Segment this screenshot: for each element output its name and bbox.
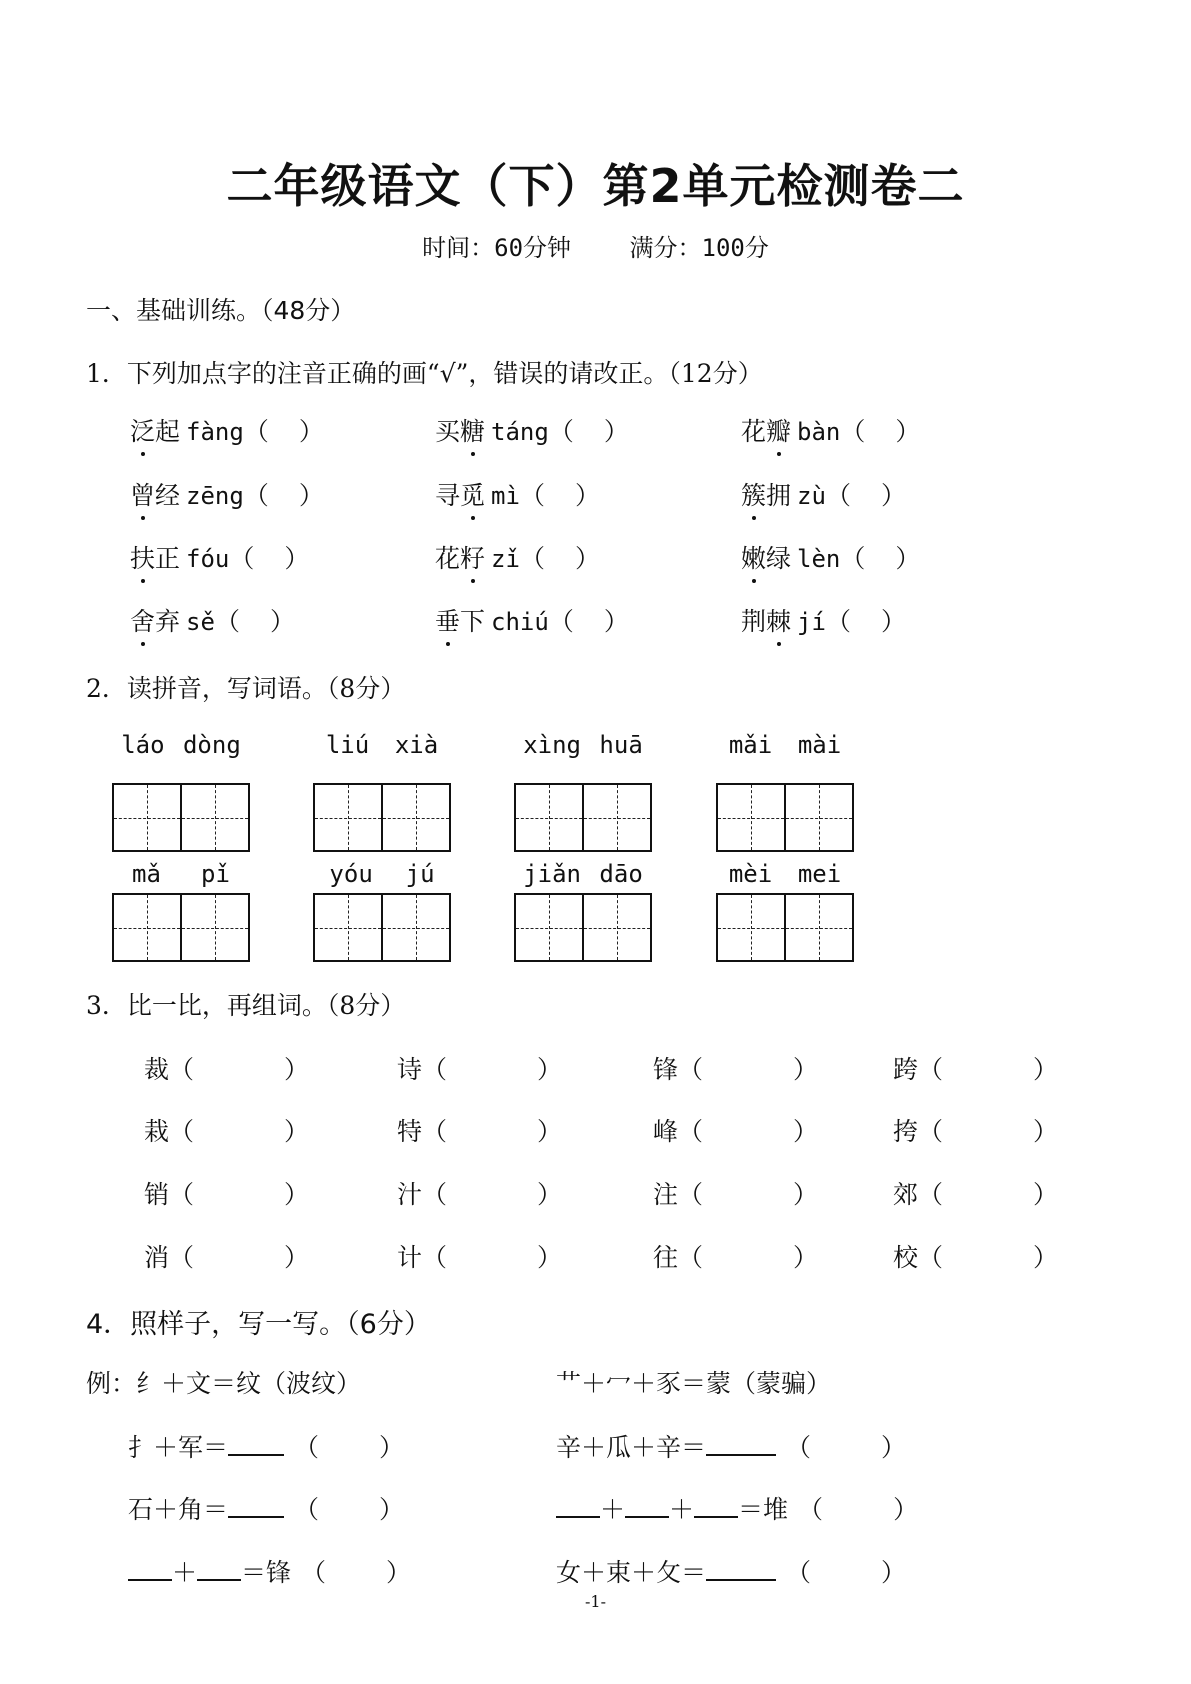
paren-close: ） [880, 607, 906, 636]
equation-text: 扌＋军＝ [128, 1433, 229, 1462]
paren-close: ） [793, 1117, 819, 1146]
answer-blank[interactable] [228, 1432, 284, 1456]
answer-blank[interactable] [197, 1557, 241, 1581]
paren-close: ） [269, 607, 295, 636]
paren-open: （ [519, 544, 545, 573]
pinyin-syllable: yóu [329, 860, 373, 888]
paren-close: ） [284, 544, 310, 573]
paren-close: ） [298, 417, 324, 446]
writing-grid[interactable] [716, 783, 854, 852]
pinyin-text: zǐ [491, 545, 520, 573]
paren-open: （ [422, 1055, 448, 1084]
paren-open: （ [548, 417, 574, 446]
page-title: 二年级语文（下）第2单元检测卷二 [226, 159, 965, 213]
pinyin-text: lèn [797, 545, 841, 573]
compare-item [893, 1238, 1058, 1274]
paren-open: （ [229, 544, 255, 573]
compare-char: 郊 [893, 1180, 919, 1209]
pinyin-item [130, 476, 324, 512]
pinyin-label [514, 860, 652, 888]
paren-close: ） [1033, 1055, 1059, 1084]
equation-text: ＝堆 [738, 1495, 789, 1524]
paren-open: （ [678, 1243, 704, 1272]
word-char: 拥 [766, 481, 792, 510]
word-char: 曾 [130, 476, 155, 512]
paren-open: （ [301, 1558, 327, 1587]
question-4-example-1 [86, 1364, 361, 1400]
word-char: 下 [460, 607, 486, 636]
exam-full-score: 满分：100分 [629, 234, 769, 262]
word-char: 糖 [460, 412, 485, 448]
writing-grid[interactable] [112, 783, 250, 852]
paren-open: （ [840, 544, 866, 573]
word-char: 花 [741, 417, 767, 446]
compose-row-right [556, 1490, 918, 1526]
paren-close: ） [379, 1495, 405, 1524]
compare-char: 校 [893, 1243, 919, 1272]
compose-row-left [128, 1553, 411, 1589]
writing-grid[interactable] [716, 893, 854, 962]
paren-close: ） [298, 481, 324, 510]
pinyin-label [313, 860, 451, 888]
paren-open: （ [918, 1117, 944, 1146]
compare-char: 挎 [893, 1117, 919, 1146]
paren-close: ） [893, 1495, 919, 1524]
pinyin-syllable: mǎi [728, 731, 773, 759]
paren-open: （ [678, 1117, 704, 1146]
paren-open: （ [294, 1495, 320, 1524]
compare-char: 跨 [893, 1055, 919, 1084]
grid-cell[interactable] [381, 895, 449, 960]
compare-item [397, 1238, 562, 1274]
pinyin-syllable: jiǎn [523, 860, 581, 888]
compare-char: 裁 [144, 1055, 170, 1084]
answer-blank[interactable] [128, 1557, 172, 1581]
compare-item [144, 1112, 309, 1148]
grid-cell[interactable] [180, 895, 248, 960]
paren-open: （ [422, 1243, 448, 1272]
word-char: 籽 [460, 539, 485, 575]
pinyin-text: fàng [186, 418, 244, 446]
paren-open: （ [548, 607, 574, 636]
question-4-prompt: 4．照样子，写一写。（6分） [86, 1309, 431, 1340]
page-number: -1- [585, 1592, 606, 1611]
word-char: 觅 [460, 476, 485, 512]
compare-char: 栽 [144, 1117, 170, 1146]
pinyin-item [435, 602, 629, 638]
paren-close: ） [537, 1180, 563, 1209]
compare-item [893, 1050, 1058, 1086]
compare-char: 峰 [653, 1117, 679, 1146]
pinyin-label [112, 731, 250, 759]
compare-item [397, 1175, 562, 1211]
compare-item [144, 1050, 309, 1086]
paren-open: （ [169, 1243, 195, 1272]
pinyin-item [435, 412, 629, 448]
paren-open: （ [169, 1180, 195, 1209]
answer-blank[interactable] [556, 1494, 600, 1518]
paren-open: （ [243, 481, 269, 510]
paren-open: （ [243, 417, 269, 446]
pinyin-text: mì [491, 482, 520, 510]
pinyin-syllable: dāo [599, 860, 643, 888]
plus-sign: ＋ [172, 1558, 198, 1587]
compare-char: 特 [397, 1117, 423, 1146]
exam-time: 时间：60分钟 [422, 234, 572, 262]
pinyin-syllable: mài [797, 731, 842, 759]
paren-close: ） [881, 1433, 907, 1462]
pinyin-text: fóu [186, 545, 230, 573]
answer-blank[interactable] [706, 1432, 776, 1456]
paren-close: ） [574, 481, 600, 510]
word-char: 簇 [741, 476, 766, 512]
pinyin-syllable: láo [121, 731, 165, 759]
paren-close: ） [895, 417, 921, 446]
compose-row-right [556, 1553, 906, 1589]
equation-text: 辛＋瓜＋辛＝ [556, 1433, 707, 1462]
pinyin-item [741, 476, 906, 512]
compare-item [653, 1175, 818, 1211]
writing-grid[interactable] [514, 783, 652, 852]
pinyin-item [130, 412, 324, 448]
word-char: 经 [155, 481, 181, 510]
paren-open: （ [678, 1055, 704, 1084]
word-char: 荆 [741, 607, 767, 636]
answer-blank[interactable] [625, 1494, 669, 1518]
grid-cell[interactable] [114, 895, 180, 960]
example-text: 纟＋文＝纹（波纹） [136, 1369, 362, 1398]
equation-text: ＝锋 [241, 1558, 292, 1587]
pinyin-text: sě [186, 608, 215, 636]
paren-open: （ [798, 1495, 824, 1524]
answer-blank[interactable] [694, 1494, 738, 1518]
paren-close: ） [603, 417, 629, 446]
compare-item [893, 1175, 1058, 1211]
word-char: 弃 [155, 607, 181, 636]
question-2-prompt: 2．读拼音，写词语。（8分） [86, 674, 406, 703]
pinyin-syllable: xià [394, 731, 439, 759]
pinyin-item [435, 539, 600, 575]
paren-close: ） [603, 607, 629, 636]
grid-cell[interactable] [315, 785, 381, 850]
pinyin-item [435, 476, 600, 512]
paren-close: ） [284, 1055, 310, 1084]
paren-close: ） [1033, 1180, 1059, 1209]
paren-open: （ [825, 607, 851, 636]
paren-open: （ [294, 1433, 320, 1462]
paren-close: ） [1033, 1243, 1059, 1272]
paren-close: ） [284, 1180, 310, 1209]
paren-open: （ [786, 1558, 812, 1587]
word-char: 寻 [435, 481, 461, 510]
compare-char: 消 [144, 1243, 170, 1272]
compare-char: 锋 [653, 1055, 679, 1084]
grid-cell[interactable] [582, 895, 650, 960]
pinyin-text: táng [491, 418, 549, 446]
paren-open: （ [678, 1180, 704, 1209]
question-4-example-2: 艹＋冖＋豕＝蒙（蒙骗） [556, 1369, 832, 1398]
paren-close: ） [793, 1055, 819, 1084]
pinyin-text: bàn [797, 418, 841, 446]
paren-close: ） [386, 1558, 412, 1587]
example-label: 例： [86, 1369, 137, 1398]
plus-sign: ＋ [669, 1495, 695, 1524]
pinyin-item [741, 539, 920, 575]
pinyin-item [741, 602, 906, 638]
word-char: 嫩 [741, 539, 766, 575]
paren-open: （ [918, 1180, 944, 1209]
equation-text: 石＋角＝ [128, 1495, 229, 1524]
compose-row-left [128, 1490, 404, 1526]
pinyin-label [313, 731, 451, 759]
plus-sign: ＋ [600, 1495, 626, 1524]
paren-close: ） [537, 1117, 563, 1146]
compare-item [397, 1050, 562, 1086]
pinyin-syllable: jú [405, 860, 435, 888]
pinyin-syllable: pǐ [201, 860, 230, 888]
grid-cell[interactable] [516, 895, 582, 960]
compare-item [397, 1112, 562, 1148]
compare-char: 诗 [397, 1055, 423, 1084]
writing-grid[interactable] [514, 893, 652, 962]
pinyin-label [514, 731, 652, 759]
pinyin-syllable: mei [797, 860, 842, 888]
paren-open: （ [786, 1433, 812, 1462]
pinyin-syllable: liú [325, 731, 370, 759]
paren-close: ） [379, 1433, 405, 1462]
word-char: 棘 [766, 602, 791, 638]
pinyin-item [130, 539, 309, 575]
grid-cell[interactable] [582, 785, 650, 850]
question-1-prompt: 1．下列加点字的注音正确的画“√”，错误的请改正。（12分） [86, 359, 763, 388]
grid-cell[interactable] [784, 785, 852, 850]
word-char: 垂 [435, 602, 460, 638]
word-char: 泛 [130, 412, 155, 448]
compare-item [653, 1050, 818, 1086]
paren-open: （ [825, 481, 851, 510]
paren-close: ） [793, 1243, 819, 1272]
paren-open: （ [169, 1055, 195, 1084]
paren-close: ） [895, 544, 921, 573]
writing-grid[interactable] [112, 893, 250, 962]
paren-close: ） [537, 1243, 563, 1272]
compose-row-right [556, 1428, 906, 1464]
word-char: 花 [435, 544, 461, 573]
pinyin-label [716, 731, 854, 759]
answer-blank[interactable] [228, 1494, 284, 1518]
paren-open: （ [918, 1243, 944, 1272]
pinyin-syllable: huā [599, 731, 643, 759]
grid-cell[interactable] [718, 895, 784, 960]
paren-open: （ [840, 417, 866, 446]
question-3-prompt: 3．比一比，再组词。（8分） [86, 991, 406, 1020]
grid-cell[interactable] [315, 895, 381, 960]
paren-close: ） [880, 481, 906, 510]
exam-info [0, 228, 1191, 263]
compare-char: 销 [144, 1180, 170, 1209]
paren-open: （ [214, 607, 240, 636]
pinyin-syllable: dòng [182, 731, 241, 759]
compare-item [893, 1112, 1058, 1148]
pinyin-text: zù [797, 482, 826, 510]
answer-blank[interactable] [706, 1557, 776, 1581]
section-heading: 一、基础训练。（48分） [86, 296, 356, 325]
compare-char: 往 [653, 1243, 679, 1272]
paren-close: ） [881, 1558, 907, 1587]
pinyin-item [130, 602, 295, 638]
pinyin-item [741, 412, 920, 448]
compare-char: 汁 [397, 1180, 423, 1209]
compare-item [653, 1238, 818, 1274]
paren-open: （ [169, 1117, 195, 1146]
writing-grid[interactable] [313, 783, 451, 852]
grid-cell[interactable] [718, 785, 784, 850]
pinyin-syllable: xìng [523, 731, 581, 759]
pinyin-text: zēng [186, 482, 244, 510]
compare-item [144, 1175, 309, 1211]
grid-cell[interactable] [180, 785, 248, 850]
pinyin-text: chiú [491, 608, 549, 636]
paren-close: ） [537, 1055, 563, 1084]
paren-close: ） [793, 1180, 819, 1209]
word-char: 绿 [766, 544, 792, 573]
pinyin-label [716, 860, 854, 888]
paren-close: ） [284, 1243, 310, 1272]
word-char: 舍 [130, 602, 155, 638]
paren-open: （ [422, 1117, 448, 1146]
pinyin-syllable: mǎ [132, 860, 161, 888]
paren-open: （ [422, 1180, 448, 1209]
writing-grid[interactable] [313, 893, 451, 962]
word-char: 起 [155, 417, 181, 446]
paren-close: ） [574, 544, 600, 573]
grid-cell[interactable] [114, 785, 180, 850]
compose-row-left [128, 1428, 404, 1464]
compare-item [653, 1112, 818, 1148]
paren-open: （ [918, 1055, 944, 1084]
compare-char: 注 [653, 1180, 679, 1209]
pinyin-text: jí [797, 608, 826, 636]
word-char: 正 [155, 544, 181, 573]
word-char: 扶 [130, 539, 155, 575]
grid-cell[interactable] [516, 785, 582, 850]
compare-char: 计 [397, 1243, 423, 1272]
pinyin-label [112, 860, 250, 888]
compare-item [144, 1238, 309, 1274]
equation-text: 女＋束＋攵＝ [556, 1558, 707, 1587]
grid-cell[interactable] [381, 785, 449, 850]
paren-close: ） [284, 1117, 310, 1146]
word-char: 买 [435, 417, 461, 446]
grid-cell[interactable] [784, 895, 852, 960]
pinyin-syllable: mèi [728, 860, 773, 888]
paren-close: ） [1033, 1117, 1059, 1146]
word-char: 瓣 [766, 412, 791, 448]
paren-open: （ [519, 481, 545, 510]
